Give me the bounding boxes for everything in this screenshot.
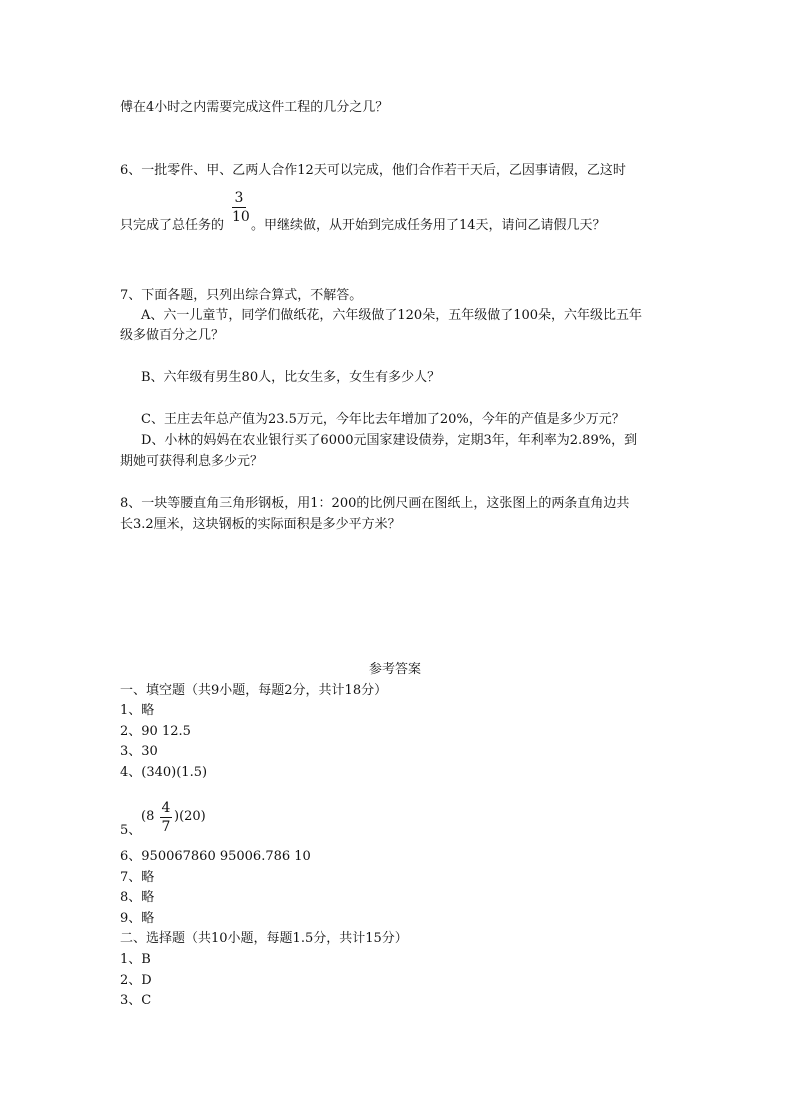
answer-1-2: 2、90 12.5 <box>120 724 191 739</box>
q7-title: 7、下面各题，只列出综合算式，不解答。 <box>120 288 363 303</box>
q6-frac-bar <box>232 207 246 208</box>
answer-1-5-fraction <box>160 800 172 835</box>
answer-5-frac-numerator: 4 <box>161 800 171 816</box>
q6-line2-pre: 只完成了总任务的 <box>120 218 225 233</box>
q6-fraction <box>232 190 250 225</box>
answer-2-1: 1、B <box>120 952 151 967</box>
answer-1-4: 4、(340)(1.5) <box>120 765 208 780</box>
q7-d-line1: D、小林的妈妈在农业银行买了6000元国家建设债券，定期3年，年利率为2.89%，到 <box>141 433 638 448</box>
answers-title: 参考答案 <box>368 662 421 677</box>
q6-frac-numerator: 3 <box>234 190 244 206</box>
answer-1-5-close: )(20) <box>174 809 206 824</box>
answer-1-7: 7、略 <box>120 870 155 885</box>
q7-b: B、六年级有男生80人，比女生多，女生有多少人？ <box>141 370 441 385</box>
answer-1-5-open: (8 <box>141 809 155 824</box>
q7-a-line1: A、六一儿童节，同学们做纸花，六年级做了120朵，五年级做了100朵，六年级比五年 <box>141 308 643 323</box>
answer-1-6: 6、950067860 95006.786 10 <box>120 849 311 864</box>
answer-1-1: 1、略 <box>120 703 155 718</box>
q7-a-line2: 级多做百分之几？ <box>120 328 225 343</box>
q8-line2: 长3.2厘米，这块钢板的实际面积是多少平方米？ <box>120 517 401 532</box>
answer-1-9: 9、略 <box>120 911 155 926</box>
answer-2-2: 2、D <box>120 973 152 988</box>
answer-1-3: 3、30 <box>120 744 158 759</box>
q7-d-line2: 期她可获得利息多少元？ <box>120 454 264 469</box>
answer-1-5-label: 5、 <box>120 823 142 838</box>
answer-1-8: 8、略 <box>120 890 155 905</box>
q6-line1: 6、一批零件、甲、乙两人合作12天可以完成，他们合作若干天后，乙因事请假，乙这时 <box>120 163 626 178</box>
answer-5-frac-bar <box>160 817 172 818</box>
answer-2-3: 3、C <box>120 993 152 1008</box>
q7-c: C、王庄去年总产值为23.5万元，今年比去年增加了20%，今年的产值是多少万元？ <box>141 412 625 427</box>
q6-frac-denominator: 10 <box>232 209 250 225</box>
q5-continuation: 傅在4小时之内需要完成这件工程的几分之几？ <box>120 100 389 115</box>
q6-line2-post: 。甲继续做，从开始到完成任务用了14天，请问乙请假几天？ <box>251 218 606 233</box>
answers-section1-heading: 一、填空题（共9小题，每题2分，共计18分） <box>120 683 388 698</box>
q8-line1: 8、一块等腰直角三角形钢板，用1：200的比例尺画在图纸上，这张图上的两条直角边共 <box>120 496 630 511</box>
answer-5-frac-denominator: 7 <box>161 819 171 835</box>
answers-section2-heading: 二、选择题（共10小题，每题1.5分，共计15分） <box>120 931 408 946</box>
